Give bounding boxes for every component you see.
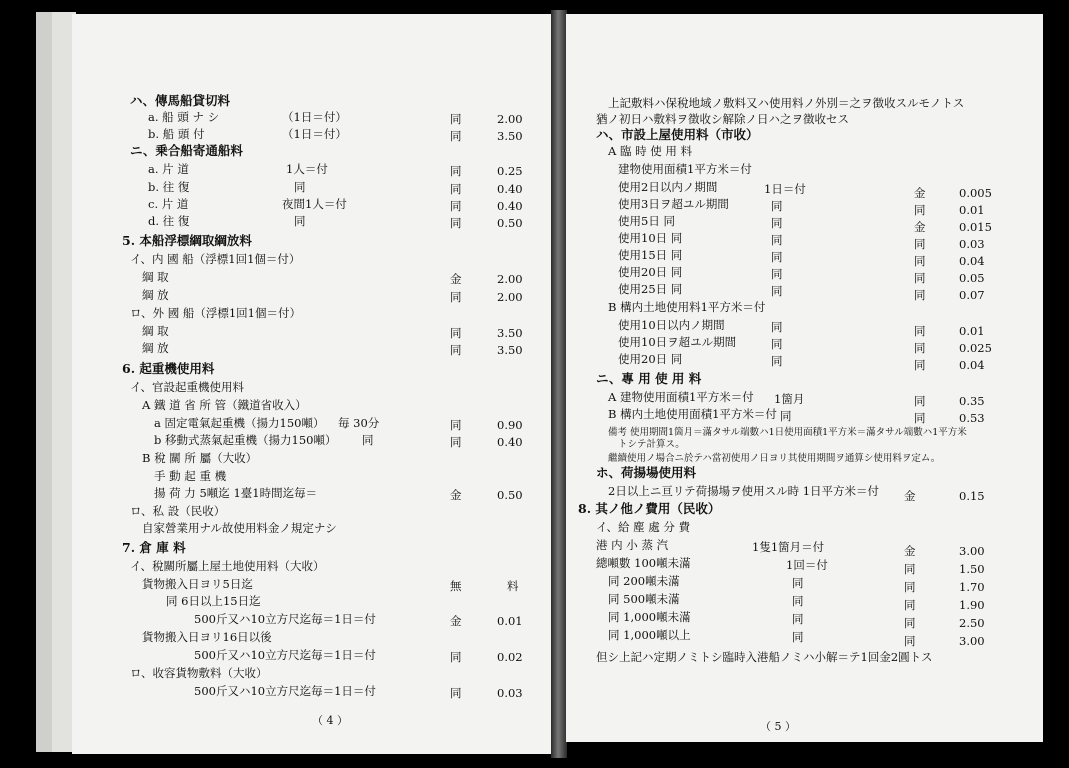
right-text-line: 使用2日以内ノ期間	[618, 180, 718, 194]
right-text-line: 同	[914, 324, 926, 338]
left-text-line: 無	[450, 579, 462, 593]
right-text-line: 同	[771, 354, 783, 368]
right-text-line: 同	[792, 594, 804, 608]
right-text-line: 2日以上ニ亘リテ荷揚場ヲ使用スル時 1日平方米＝付	[608, 484, 880, 498]
left-text-line: 500斤又ハ10立方尺迄毎＝1日＝付	[194, 648, 376, 662]
left-text-line: 同 6日以上15日迄	[166, 594, 261, 608]
right-text-line: 金	[914, 220, 926, 234]
left-text-line: 3.50	[497, 343, 523, 357]
left-text-line: 0.90	[497, 418, 523, 432]
right-text-line: 0.005	[959, 186, 992, 200]
left-text-line: ニ、乗合船寄通船料	[130, 143, 243, 158]
left-text-line: 2.00	[497, 272, 523, 286]
left-text-line: 2.00	[497, 290, 523, 304]
right-text-line: 同	[780, 409, 792, 423]
left-text-line: 0.01	[497, 614, 523, 628]
right-text-line: 同	[904, 580, 916, 594]
left-text-line: 0.50	[497, 488, 523, 502]
right-text-line: 同 1,000噸未滿	[608, 610, 691, 624]
right-text-line: 使用10日ヲ超ユル期間	[618, 335, 737, 349]
right-text-line: 金	[904, 544, 916, 558]
right-text-line: ホ、荷揚場使用料	[596, 465, 697, 480]
left-text-line: 同	[450, 129, 462, 143]
left-text-line: 同	[450, 199, 462, 213]
left-text-line: 0.40	[497, 199, 523, 213]
left-text-line: 金	[450, 614, 462, 628]
right-text-line: 猶ノ初日ハ敷料ヲ徴收シ解除ノ日ハ之ヲ徴收セス	[596, 112, 849, 126]
left-text-line: 同	[362, 433, 374, 447]
right-text-line: 8. 其ノ他ノ費用（民收）	[578, 501, 721, 516]
right-text-line: B 構内土地使用面積1平方米＝付	[608, 407, 777, 421]
right-text-line: B 構内土地使用料1平方米＝付	[608, 300, 766, 314]
right-text-line: 0.025	[959, 341, 992, 355]
right-text-line: 同	[914, 341, 926, 355]
left-text-line: 料	[507, 579, 519, 593]
page-number-right: （ 5 ）	[760, 720, 796, 733]
left-text-line: 同	[450, 216, 462, 230]
right-text-line: 但シ上記ハ定期ノミトシ臨時入港船ノミハ小解＝テ1回金2圓トス	[596, 650, 933, 664]
left-text-line: （1日＝付）	[282, 110, 347, 124]
left-text-line: ロ、外 國 船（浮標1回1個＝付）	[130, 306, 301, 320]
left-text-line: 綱 取	[142, 270, 169, 284]
right-text-line: 使用10日 同	[618, 231, 683, 245]
right-text-line: 同	[771, 199, 783, 213]
right-text-line: 上記敷料ハ保稅地域ノ敷料又ハ使用料ノ外別＝之ヲ徴收スルモノトス	[608, 96, 965, 110]
right-text-line: 同	[792, 576, 804, 590]
left-text-line: 同	[450, 435, 462, 449]
left-text-line: 3.50	[497, 129, 523, 143]
left-text-line: 同	[450, 290, 462, 304]
right-text-line: イ、給 塵 處 分 費	[596, 520, 691, 534]
left-text-line: 0.02	[497, 650, 523, 664]
right-text-line: 同	[914, 358, 926, 372]
left-page	[72, 14, 552, 754]
left-text-line: 0.25	[497, 164, 523, 178]
right-text-line: 同 200噸未滿	[608, 574, 680, 588]
right-text-line: 同	[914, 288, 926, 302]
right-text-line: 同	[792, 630, 804, 644]
right-text-line: トシテ計算ス。	[618, 439, 685, 450]
left-text-line: 金	[450, 488, 462, 502]
right-text-line: 1箇月	[774, 392, 805, 406]
left-text-line: 500斤又ハ10立方尺迄毎＝1日＝付	[194, 612, 376, 626]
left-text-line: A 鐵 道 省 所 管（鐵道省收入）	[142, 398, 307, 412]
left-text-line: ハ、傳馬船貸切料	[130, 93, 231, 108]
right-text-line: 同	[914, 411, 926, 425]
left-text-line: 500斤又ハ10立方尺迄毎＝1日＝付	[194, 684, 376, 698]
left-text-line: d. 往 復	[148, 214, 190, 228]
left-text-line: 夜間1人＝付	[282, 197, 347, 211]
left-text-line: 手 動 起 重 機	[154, 469, 227, 483]
right-page	[566, 14, 1043, 742]
right-text-line: 0.04	[959, 254, 985, 268]
right-text-line: 使用3日ヲ超ユル期間	[618, 197, 729, 211]
right-text-line: 同	[904, 598, 916, 612]
left-text-line: ロ、收容貨物敷料（大收）	[130, 666, 268, 680]
right-text-line: 1隻1箇月＝付	[752, 540, 825, 554]
left-text-line: 綱 放	[142, 341, 169, 355]
right-text-line: 0.53	[959, 411, 985, 425]
right-text-line: 同	[914, 271, 926, 285]
right-text-line: 0.15	[959, 489, 985, 503]
left-text-line: 6. 起重機使用料	[122, 361, 215, 376]
right-text-line: 備考 使用期間1箇月＝滿タサル端數ハ1日使用面積1平方米＝滿タサル端數ハ1平方米	[608, 427, 967, 438]
right-text-line: 同	[771, 250, 783, 264]
right-text-line: ハ、市設上屋使用料（市收）	[596, 127, 759, 142]
left-text-line: c. 片 道	[148, 197, 189, 211]
right-text-line: 同	[914, 237, 926, 251]
right-text-line: 同	[914, 394, 926, 408]
right-text-line: 1.50	[959, 562, 985, 576]
left-text-line: 揚 荷 力 5噸迄 1臺1時間迄毎＝	[154, 486, 318, 500]
left-text-line: 同	[450, 418, 462, 432]
left-text-line: 0.40	[497, 435, 523, 449]
left-text-line: a. 片 道	[148, 162, 189, 176]
right-text-line: 3.00	[959, 544, 985, 558]
left-text-line: イ、官設起重機使用料	[130, 380, 244, 394]
right-text-line: 同	[914, 254, 926, 268]
left-text-line: 同	[450, 650, 462, 664]
left-text-line: B 稅 關 所 屬（大收）	[142, 451, 258, 465]
left-text-line: 綱 放	[142, 288, 169, 302]
left-text-line: 0.03	[497, 686, 523, 700]
right-text-line: 同	[904, 562, 916, 576]
right-text-line: 同	[771, 216, 783, 230]
left-text-line: 7. 倉 庫 料	[122, 540, 186, 555]
right-text-line: 總噸數 100噸未滿	[596, 556, 691, 570]
right-text-line: 港 内 小 蒸 汽	[596, 538, 669, 552]
left-text-line: 同	[294, 180, 306, 194]
right-text-line: 同	[771, 284, 783, 298]
left-text-line: イ、稅關所屬上屋土地使用料（大收）	[130, 559, 325, 573]
left-text-line: 同	[294, 214, 306, 228]
right-text-line: 0.04	[959, 358, 985, 372]
right-text-line: 0.01	[959, 324, 985, 338]
right-text-line: 0.05	[959, 271, 985, 285]
right-text-line: 0.01	[959, 203, 985, 217]
left-text-line: 貨物搬入日ヨリ16日以後	[142, 630, 272, 644]
right-text-line: 0.35	[959, 394, 985, 408]
left-text-line: イ、内 國 船（浮標1回1個＝付）	[130, 252, 301, 266]
right-text-line: A 臨 時 使 用 料	[608, 144, 693, 158]
right-text-line: 0.07	[959, 288, 985, 302]
right-text-line: 建物使用面積1平方米＝付	[618, 162, 752, 176]
left-text-line: 5. 本船浮標綱取綱放料	[122, 233, 252, 248]
right-text-line: 1日＝付	[764, 182, 806, 196]
left-text-line: 0.40	[497, 182, 523, 196]
left-text-line: 同	[450, 343, 462, 357]
right-text-line: A 建物使用面積1平方米＝付	[608, 390, 754, 404]
right-text-line: 同	[771, 267, 783, 281]
page-number-left: （ 4 ）	[312, 714, 348, 727]
right-text-line: 同	[792, 612, 804, 626]
right-text-line: 0.03	[959, 237, 985, 251]
right-text-line: 1.90	[959, 598, 985, 612]
right-text-line: 1.70	[959, 580, 985, 594]
left-text-line: 自家營業用ナル故使用料金ノ規定ナシ	[142, 521, 337, 535]
right-text-line: 使用20日 同	[618, 265, 683, 279]
right-text-line: 金	[904, 489, 916, 503]
right-text-line: 金	[914, 186, 926, 200]
left-text-line: 綱 取	[142, 324, 169, 338]
left-text-line: 1人＝付	[286, 162, 328, 176]
right-text-line: 同	[771, 320, 783, 334]
right-text-line: 使用20日 同	[618, 352, 683, 366]
right-text-line: 同	[771, 233, 783, 247]
left-text-line: b 移動式蒸氣起重機（揚力150噸）	[154, 433, 337, 447]
left-text-line: ロ、私 設（民收）	[130, 504, 226, 518]
right-text-line: 同	[771, 337, 783, 351]
left-text-line: （1日＝付）	[282, 127, 347, 141]
left-text-line: 金	[450, 272, 462, 286]
left-text-line: 貨物搬入日ヨリ5日迄	[142, 577, 253, 591]
left-text-line: 同	[450, 112, 462, 126]
right-text-line: ニ、專 用 使 用 料	[596, 371, 702, 386]
left-text-line: 毎 30分	[338, 416, 380, 430]
right-text-line: 使用10日以内ノ期間	[618, 318, 725, 332]
right-text-line: 同 1,000噸以上	[608, 628, 691, 642]
right-text-line: 使用25日 同	[618, 282, 683, 296]
left-text-line: 3.50	[497, 326, 523, 340]
left-text-line: b. 往 復	[148, 180, 190, 194]
left-text-line: 同	[450, 686, 462, 700]
left-text-line: a. 船 頭 ナ シ	[148, 110, 220, 124]
right-text-line: 0.015	[959, 220, 992, 234]
left-text-line: a 固定電氣起重機（揚力150噸）	[154, 416, 325, 430]
right-text-line: 2.50	[959, 616, 985, 630]
right-text-line: 同	[904, 616, 916, 630]
left-text-line: 同	[450, 182, 462, 196]
left-text-line: b. 船 頭 付	[148, 127, 205, 141]
left-text-line: 0.50	[497, 216, 523, 230]
right-text-line: 3.00	[959, 634, 985, 648]
left-text-line: 同	[450, 326, 462, 340]
book-spine	[551, 10, 567, 758]
right-text-line: 1回＝付	[786, 558, 828, 572]
left-text-line: 2.00	[497, 112, 523, 126]
right-text-line: 使用5日 同	[618, 214, 675, 228]
right-text-line: 繼續使用ノ場合ニ於テハ當初使用ノ日ヨリ其使用期間ヲ通算シ使用料ヲ定ム。	[608, 453, 941, 464]
right-text-line: 同	[904, 634, 916, 648]
left-text-line: 同	[450, 164, 462, 178]
right-text-line: 同	[914, 203, 926, 217]
right-text-line: 同 500噸未滿	[608, 592, 680, 606]
right-text-line: 使用15日 同	[618, 248, 683, 262]
